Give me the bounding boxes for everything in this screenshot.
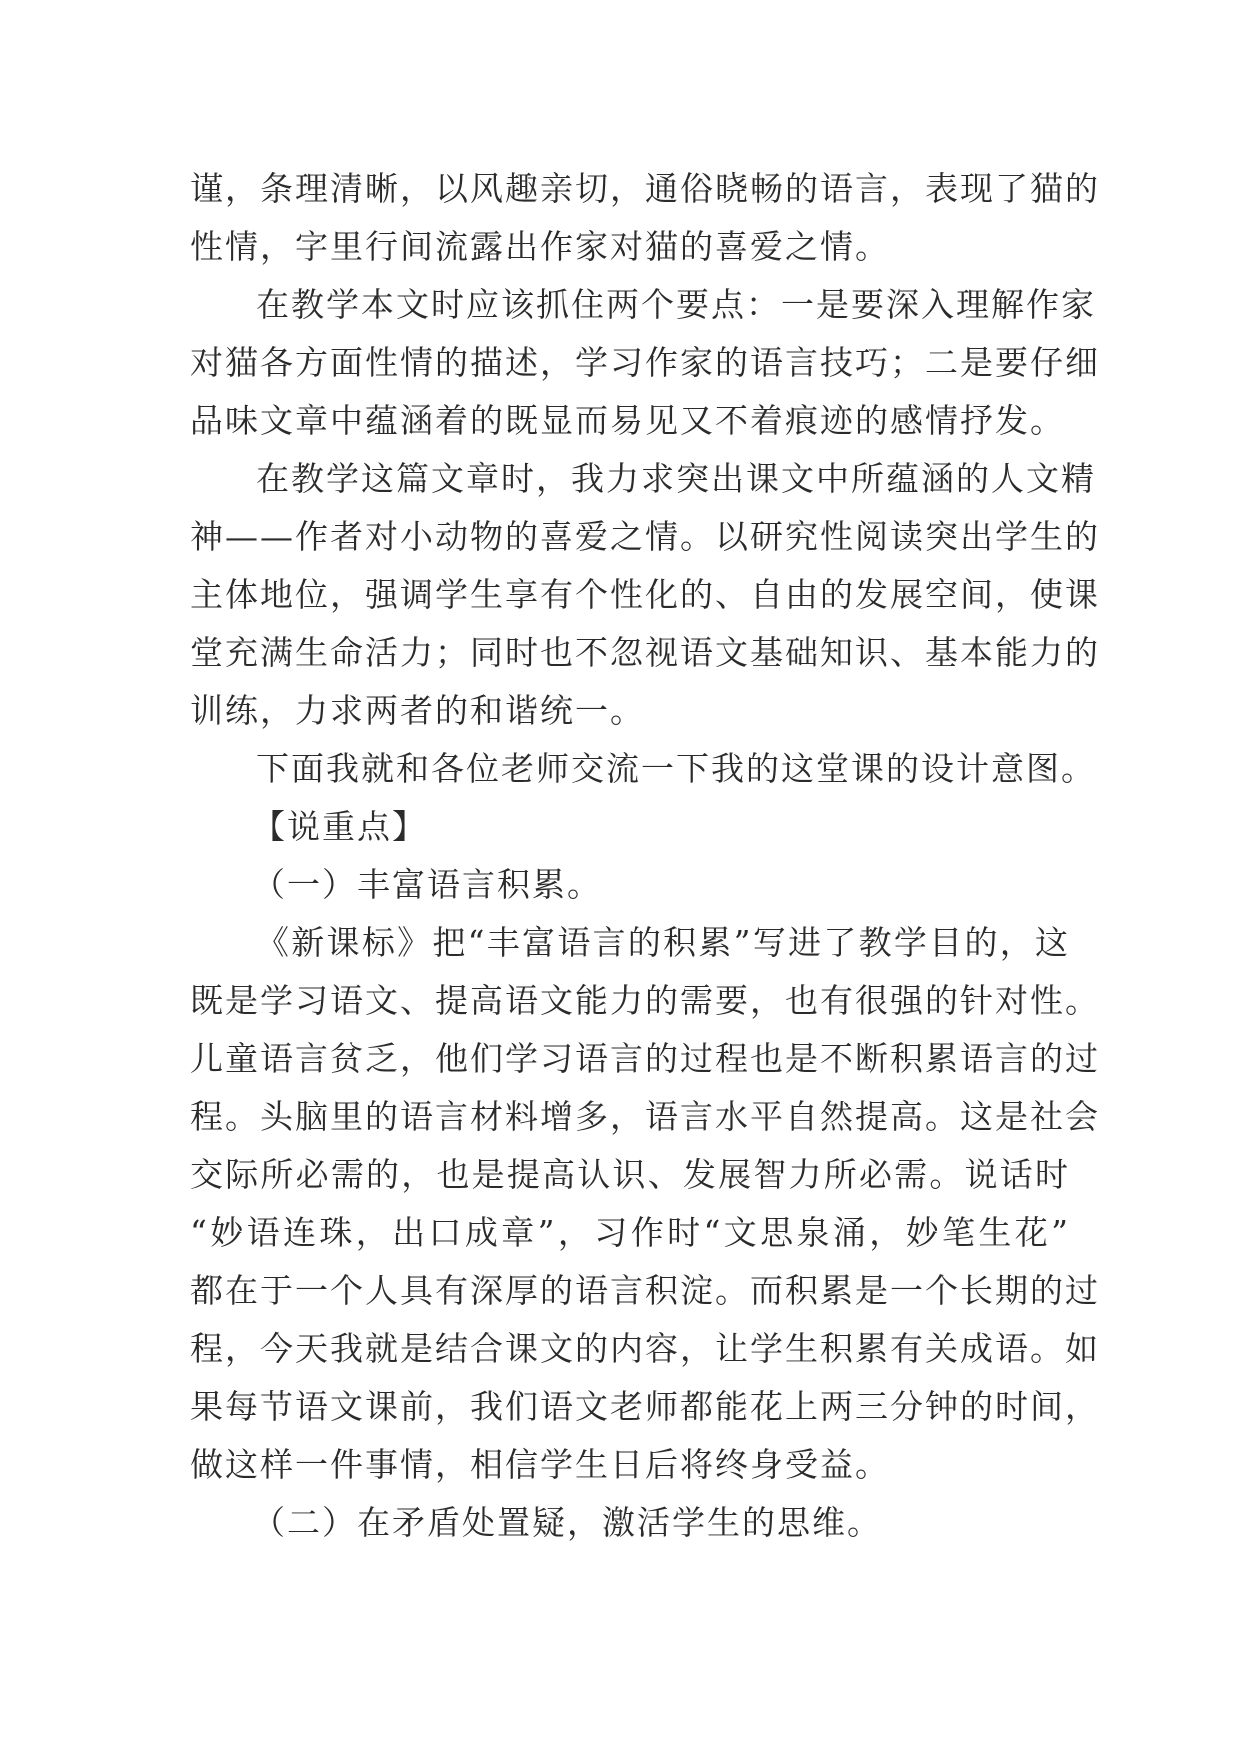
text-line: 既是学习语文、提高语文能力的需要，也有很强的针对性。	[190, 981, 1100, 1020]
subsection-heading: （一）丰富语言积累。	[252, 865, 602, 904]
text-line: 下面我就和各位老师交流一下我的这堂课的设计意图。	[256, 749, 1096, 788]
text-line: 品味文章中蕴涵着的既显而易见又不着痕迹的感情抒发。	[190, 401, 1065, 440]
text-line: 训练，力求两者的和谐统一。	[190, 691, 645, 730]
text-line: 都在于一个人具有深厚的语言积淀。而积累是一个长期的过	[190, 1271, 1100, 1310]
text-line: 果每节语文课前，我们语文老师都能花上两三分钟的时间，	[190, 1387, 1100, 1426]
text-line: “妙语连珠，出口成章”，习作时“文思泉涌，妙笔生花”	[190, 1213, 1070, 1252]
text-line: 神——作者对小动物的喜爱之情。以研究性阅读突出学生的	[190, 517, 1100, 556]
text-line: 程，今天我就是结合课文的内容，让学生积累有关成语。如	[190, 1329, 1100, 1368]
text-line: 在教学这篇文章时，我力求突出课文中所蕴涵的人文精	[256, 459, 1096, 498]
text-line: 谨，条理清晰，以风趣亲切，通俗晓畅的语言，表现了猫的	[190, 169, 1100, 208]
section-heading: 【说重点】	[252, 807, 427, 846]
text-line: 做这样一件事情，相信学生日后将终身受益。	[190, 1445, 890, 1484]
text-line: 儿童语言贫乏，他们学习语言的过程也是不断积累语言的过	[190, 1039, 1100, 1078]
text-line: 交际所必需的，也是提高认识、发展智力所必需。说话时	[190, 1155, 1070, 1194]
text-line: 程。头脑里的语言材料增多，语言水平自然提高。这是社会	[190, 1097, 1100, 1136]
text-line: 堂充满生命活力；同时也不忽视语文基础知识、基本能力的	[190, 633, 1100, 672]
text-line: 对猫各方面性情的描述，学习作家的语言技巧；二是要仔细	[190, 343, 1100, 382]
text-line: 《新课标》把“丰富语言的积累”写进了教学目的，这	[256, 923, 1070, 962]
body-text	[190, 160, 1100, 1552]
text-line: 主体地位，强调学生享有个性化的、自由的发展空间，使课	[190, 575, 1100, 614]
subsection-heading: （二）在矛盾处置疑，激活学生的思维。	[252, 1503, 882, 1542]
text-line: 性情，字里行间流露出作家对猫的喜爱之情。	[190, 227, 890, 266]
text-line: 在教学本文时应该抓住两个要点：一是要深入理解作家	[256, 285, 1096, 324]
